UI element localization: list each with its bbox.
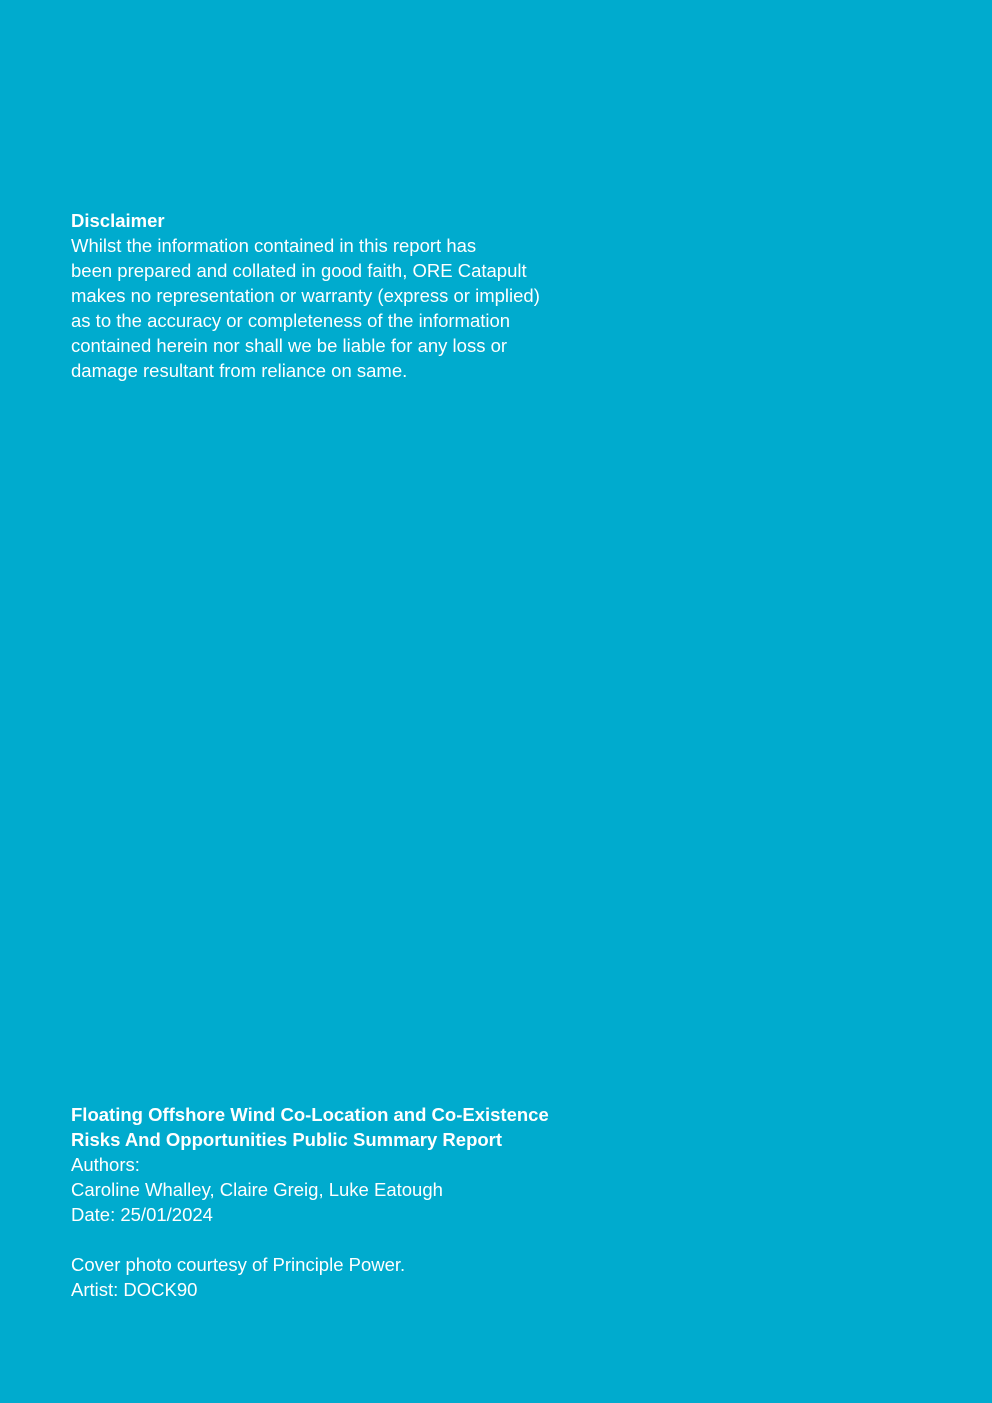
disclaimer-line: contained herein nor shall we be liable for any loss or	[71, 335, 508, 356]
authors-label: Authors:	[71, 1154, 140, 1175]
disclaimer-line: makes no representation or warranty (express or implied)	[71, 285, 540, 306]
blank-line	[71, 1227, 581, 1252]
disclaimer-section	[71, 208, 581, 383]
authors-names: Caroline Whalley, Claire Greig, Luke Eatough	[71, 1179, 443, 1200]
artist-credit: Artist: DOCK90	[71, 1279, 198, 1300]
report-date: Date: 25/01/2024	[71, 1204, 213, 1225]
disclaimer-line: Whilst the information contained in this report has	[71, 235, 477, 256]
disclaimer-heading: Disclaimer	[71, 210, 165, 231]
report-title-line: Floating Offshore Wind Co-Location and Co-Existence	[71, 1104, 549, 1125]
report-colophon	[71, 1102, 581, 1302]
report-title-line: Risks And Opportunities Public Summary Report	[71, 1129, 503, 1150]
disclaimer-line: as to the accuracy or completeness of the information	[71, 310, 511, 331]
disclaimer-line: been prepared and collated in good faith, ORE Catapult	[71, 260, 527, 281]
photo-credit: Cover photo courtesy of Principle Power.	[71, 1254, 406, 1275]
disclaimer-line: damage resultant from reliance on same.	[71, 360, 408, 381]
